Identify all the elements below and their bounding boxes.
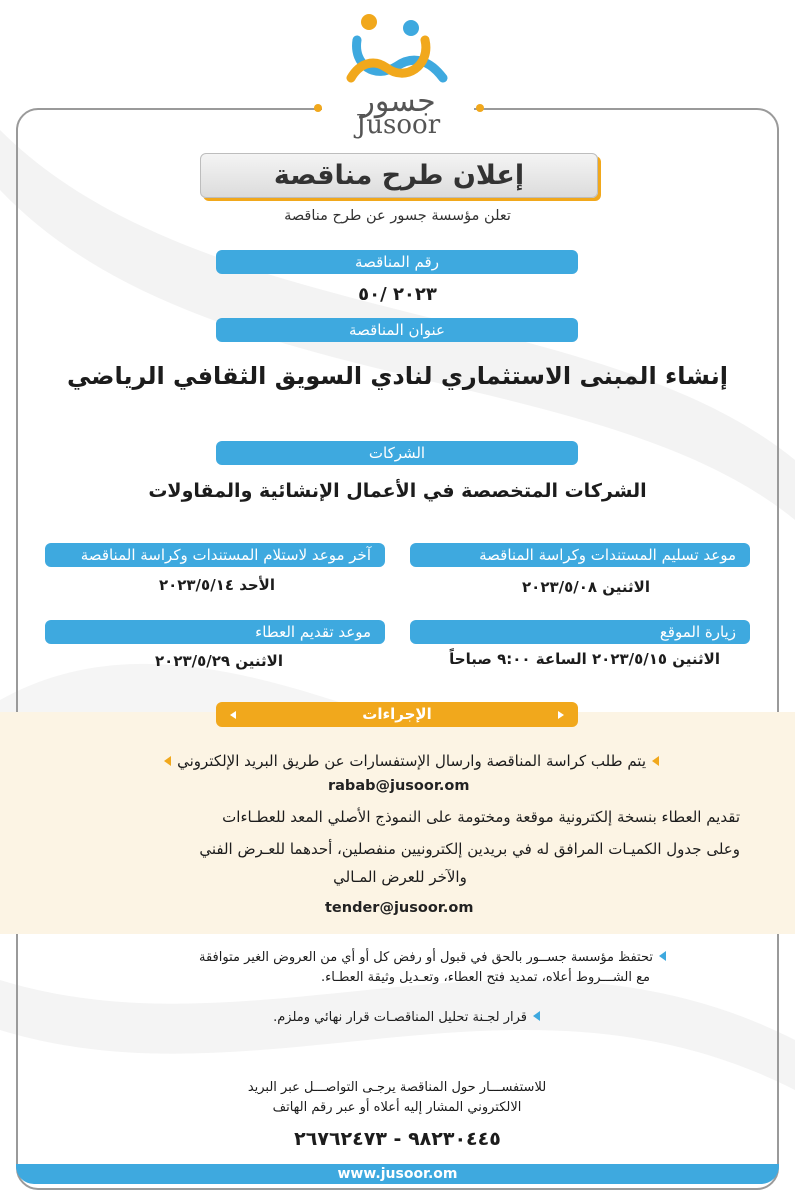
delivery-date-label: موعد تسليم المستندات وكراسة المناقصة <box>410 543 750 567</box>
note-2-text: قرار لجـنة تحليل المناقصـات قرار نهائي وملزم. <box>273 1010 527 1025</box>
delivery-date-value: الاثنين ٢٠٢٣/٥/٠٨ <box>522 578 650 596</box>
logo-english-text: Jusoor <box>355 110 441 140</box>
tender-title-label: عنوان المناقصة <box>216 318 578 342</box>
intro-text: تعلن مؤسسة جسور عن طرح مناقصة <box>284 208 511 224</box>
procedures-label <box>216 702 578 727</box>
procedure-line-1 <box>80 752 665 770</box>
companies-label: الشركات <box>216 441 578 465</box>
arrow-left-icon <box>230 711 236 719</box>
contact-line-2: الالكتروني المشار إليه أعلاه أو عبر رقم الهاتف <box>272 1100 522 1115</box>
contact-phones: ٩٨٢٣٠٤٤٥ - ٢٦٧٦٢٤٧٣ <box>294 1128 501 1150</box>
last-receipt-date-value: الأحد ٢٠٢٣/٥/١٤ <box>158 576 275 594</box>
procedure-line-4: والآخر للعرض المـالي <box>333 868 467 886</box>
procedure-line-1-text: يتم طلب كراسة المناقصة وارسال الإستفسارات عن طريق البريد الإلكتروني <box>177 752 646 770</box>
note-1-line-1-text: تحتفظ مؤسسة جســور بالحق في قبول أو رفض كل أو أي من العروض الغير متوافقة <box>198 950 653 965</box>
tender-number-value: ٢٠٢٣ /٥٠ <box>358 284 437 305</box>
companies-value: الشركات المتخصصة في الأعمال الإنشائية والمقاولات <box>148 480 647 502</box>
page-title: إعلان طرح مناقصة <box>200 153 598 198</box>
bid-submission-value: الاثنين ٢٠٢٣/٥/٢٩ <box>155 652 283 670</box>
website-footer[interactable]: www.jusoor.om <box>16 1164 779 1184</box>
last-receipt-date-label: آخر موعد لاستلام المستندات وكراسة المناقصة <box>45 543 385 567</box>
bid-submission-label: موعد تقديم العطاء <box>45 620 385 644</box>
arrow-right-icon <box>558 711 564 719</box>
procedure-line-3: وعلى جدول الكميـات المرافق له في بريدين إلكترونيين منفصلين، أحدهما للعـرض الفني <box>199 840 740 858</box>
procedures-label-text: الإجراءات <box>362 705 432 723</box>
bullet-icon <box>164 756 171 766</box>
site-visit-label: زيارة الموقع <box>410 620 750 644</box>
site-visit-value: الاثنين ٢٠٢٣/٥/١٥ الساعة ٩:٠٠ صباحاً <box>449 650 720 668</box>
email-tender[interactable]: tender@jusoor.om <box>325 900 474 916</box>
contact-line-1: للاستفســـار حول المناقصة يرجـى التواصـــل عبر البريد <box>247 1080 547 1095</box>
tender-title-value: إنشاء المبنى الاستثماري لنادي السويق الثقافي الرياضي <box>67 362 728 390</box>
tender-number-label: رقم المناقصة <box>216 250 578 274</box>
logo-arabic-text: جسور <box>360 84 436 119</box>
email-rabab[interactable]: rabab@jusoor.om <box>328 778 470 794</box>
bullet-icon <box>652 756 659 766</box>
procedure-line-2: تقديم العطاء بنسخة إلكترونية موقعة ومختومة على النموذج الأصلي المعد للعطـاءات <box>222 808 740 826</box>
note-1-line-2: مع الشـــروط أعلاه، تمديد فتح العطاء، وتعـديل وثيقة العطـاء. <box>321 970 650 985</box>
